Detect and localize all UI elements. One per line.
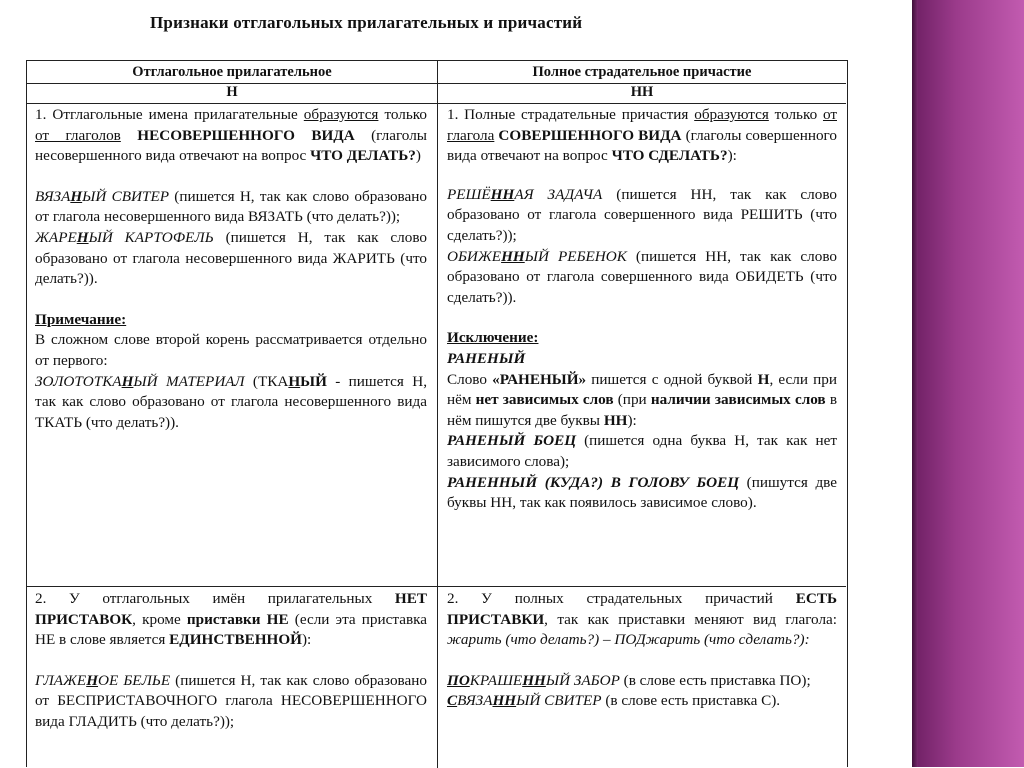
example-paragraph: ВЯЗАНЫЙ СВИТЕР (пишется Н, так как слово образовано от глагола несовершенного вида ВЯЗАТЬ (что делать?));	[35, 187, 427, 226]
header-left: Отглагольное прилагательное	[132, 64, 332, 80]
note-title: Примечание:	[35, 310, 127, 328]
exception-text: Слово «РАНЕНЫЙ» пишется с одной буквой Н, если при нём нет зависимых слов (при наличии зависимых слов в нём пишутся две буквы НН):	[447, 370, 837, 429]
rule-paragraph: 1. Отглагольные имена прилагательные образуются только от глаголов НЕСОВЕРШЕННОГО ВИДА (глаголы несовершенного вида отвечают на вопрос ЧТО ДЕЛАТЬ?)	[35, 106, 427, 165]
exception-example: РАНЕНЫЙ БОЕЦ (пишется одна буква Н, так как нет зависимого слова);	[447, 432, 837, 470]
row-divider	[27, 103, 846, 104]
header-right: Полное страдательное причастие	[532, 64, 752, 80]
rule-paragraph: 2. У отглагольных имён прилагательных НЕТ ПРИСТАВОК, кроме приставки НЕ (если эта приставка НЕ в слове является ЕДИНСТВЕННОЙ):	[35, 590, 428, 649]
exception-word: РАНЕНЫЙ	[447, 349, 526, 367]
example-paragraph: СВЯЗАННЫЙ СВИТЕР (в слове есть приставка С).	[447, 692, 781, 710]
example-paragraph: ГЛАЖЕНОЕ БЕЛЬЕ (пишется Н, так как слово образовано от БЕСПРИСТАВОЧНОГО глагола НЕСОВЕРШЕННОГО вида ГЛАДИТЬ (что делать?));	[35, 671, 427, 730]
exception-title: Исключение:	[447, 329, 539, 347]
example-paragraph: ОБИЖЕННЫЙ РЕБЕНОК (пишется НН, так как слово образовано от глагола совершенного вида ОБИДЕТЬ (что сделать?)).	[447, 247, 837, 306]
row-divider	[27, 586, 846, 587]
note-example: ЗОЛОТОТКАНЫЙ МАТЕРИАЛ (ТКАНЫЙ - пишется Н, так как слово образовано от глагола несовершенного вида ТКАТЬ (что делать?)).	[35, 372, 427, 431]
cell-row1-left	[35, 105, 427, 433]
decorative-sidebar	[912, 0, 1024, 767]
comparison-table	[26, 60, 848, 767]
note-text: В сложном слове второй корень рассматривается отдельно от первого:	[35, 331, 427, 369]
rule-paragraph: 2. У полных страдательных причастий ЕСТЬ ПРИСТАВКИ, так как приставки меняют вид глагола: жарить (что делать?) – ПОДжарить (что сделать?):	[447, 590, 837, 649]
header-right-letter: НН	[630, 84, 654, 100]
example-paragraph: ЖАРЕНЫЙ КАРТОФЕЛЬ (пишется Н, так как слово образовано от глагола несовершенного вида ЖАРИТЬ (что делать?)).	[35, 228, 427, 288]
cell-row2-left	[35, 589, 427, 733]
decorative-sidebar-edge	[912, 0, 918, 767]
column-divider	[437, 61, 438, 768]
cell-row1-right	[447, 105, 837, 514]
example-paragraph: РЕШЁННАЯ ЗАДАЧА (пишется НН, так как слово образовано от глагола совершенного вида РЕШИТЬ (что сделать?));	[447, 185, 837, 244]
header-left-letter: Н	[226, 84, 238, 100]
document-title: Признаки отглагольных прилагательных и причастий	[150, 13, 583, 32]
rule-paragraph: 1. Полные страдательные причастия образуются только от глагола СОВЕРШЕННОГО ВИДА (глаголы совершенного вида отвечают на вопрос ЧТО СДЕЛАТЬ?):	[447, 106, 837, 165]
exception-example: РАНЕННЫЙ (КУДА?) В ГОЛОВУ БОЕЦ (пишутся две буквы НН, так как появилось зависимое слово).	[447, 473, 837, 512]
cell-row2-right	[447, 589, 837, 712]
example-paragraph: ПОКРАШЕННЫЙ ЗАБОР (в слове есть приставка ПО);	[447, 671, 811, 689]
